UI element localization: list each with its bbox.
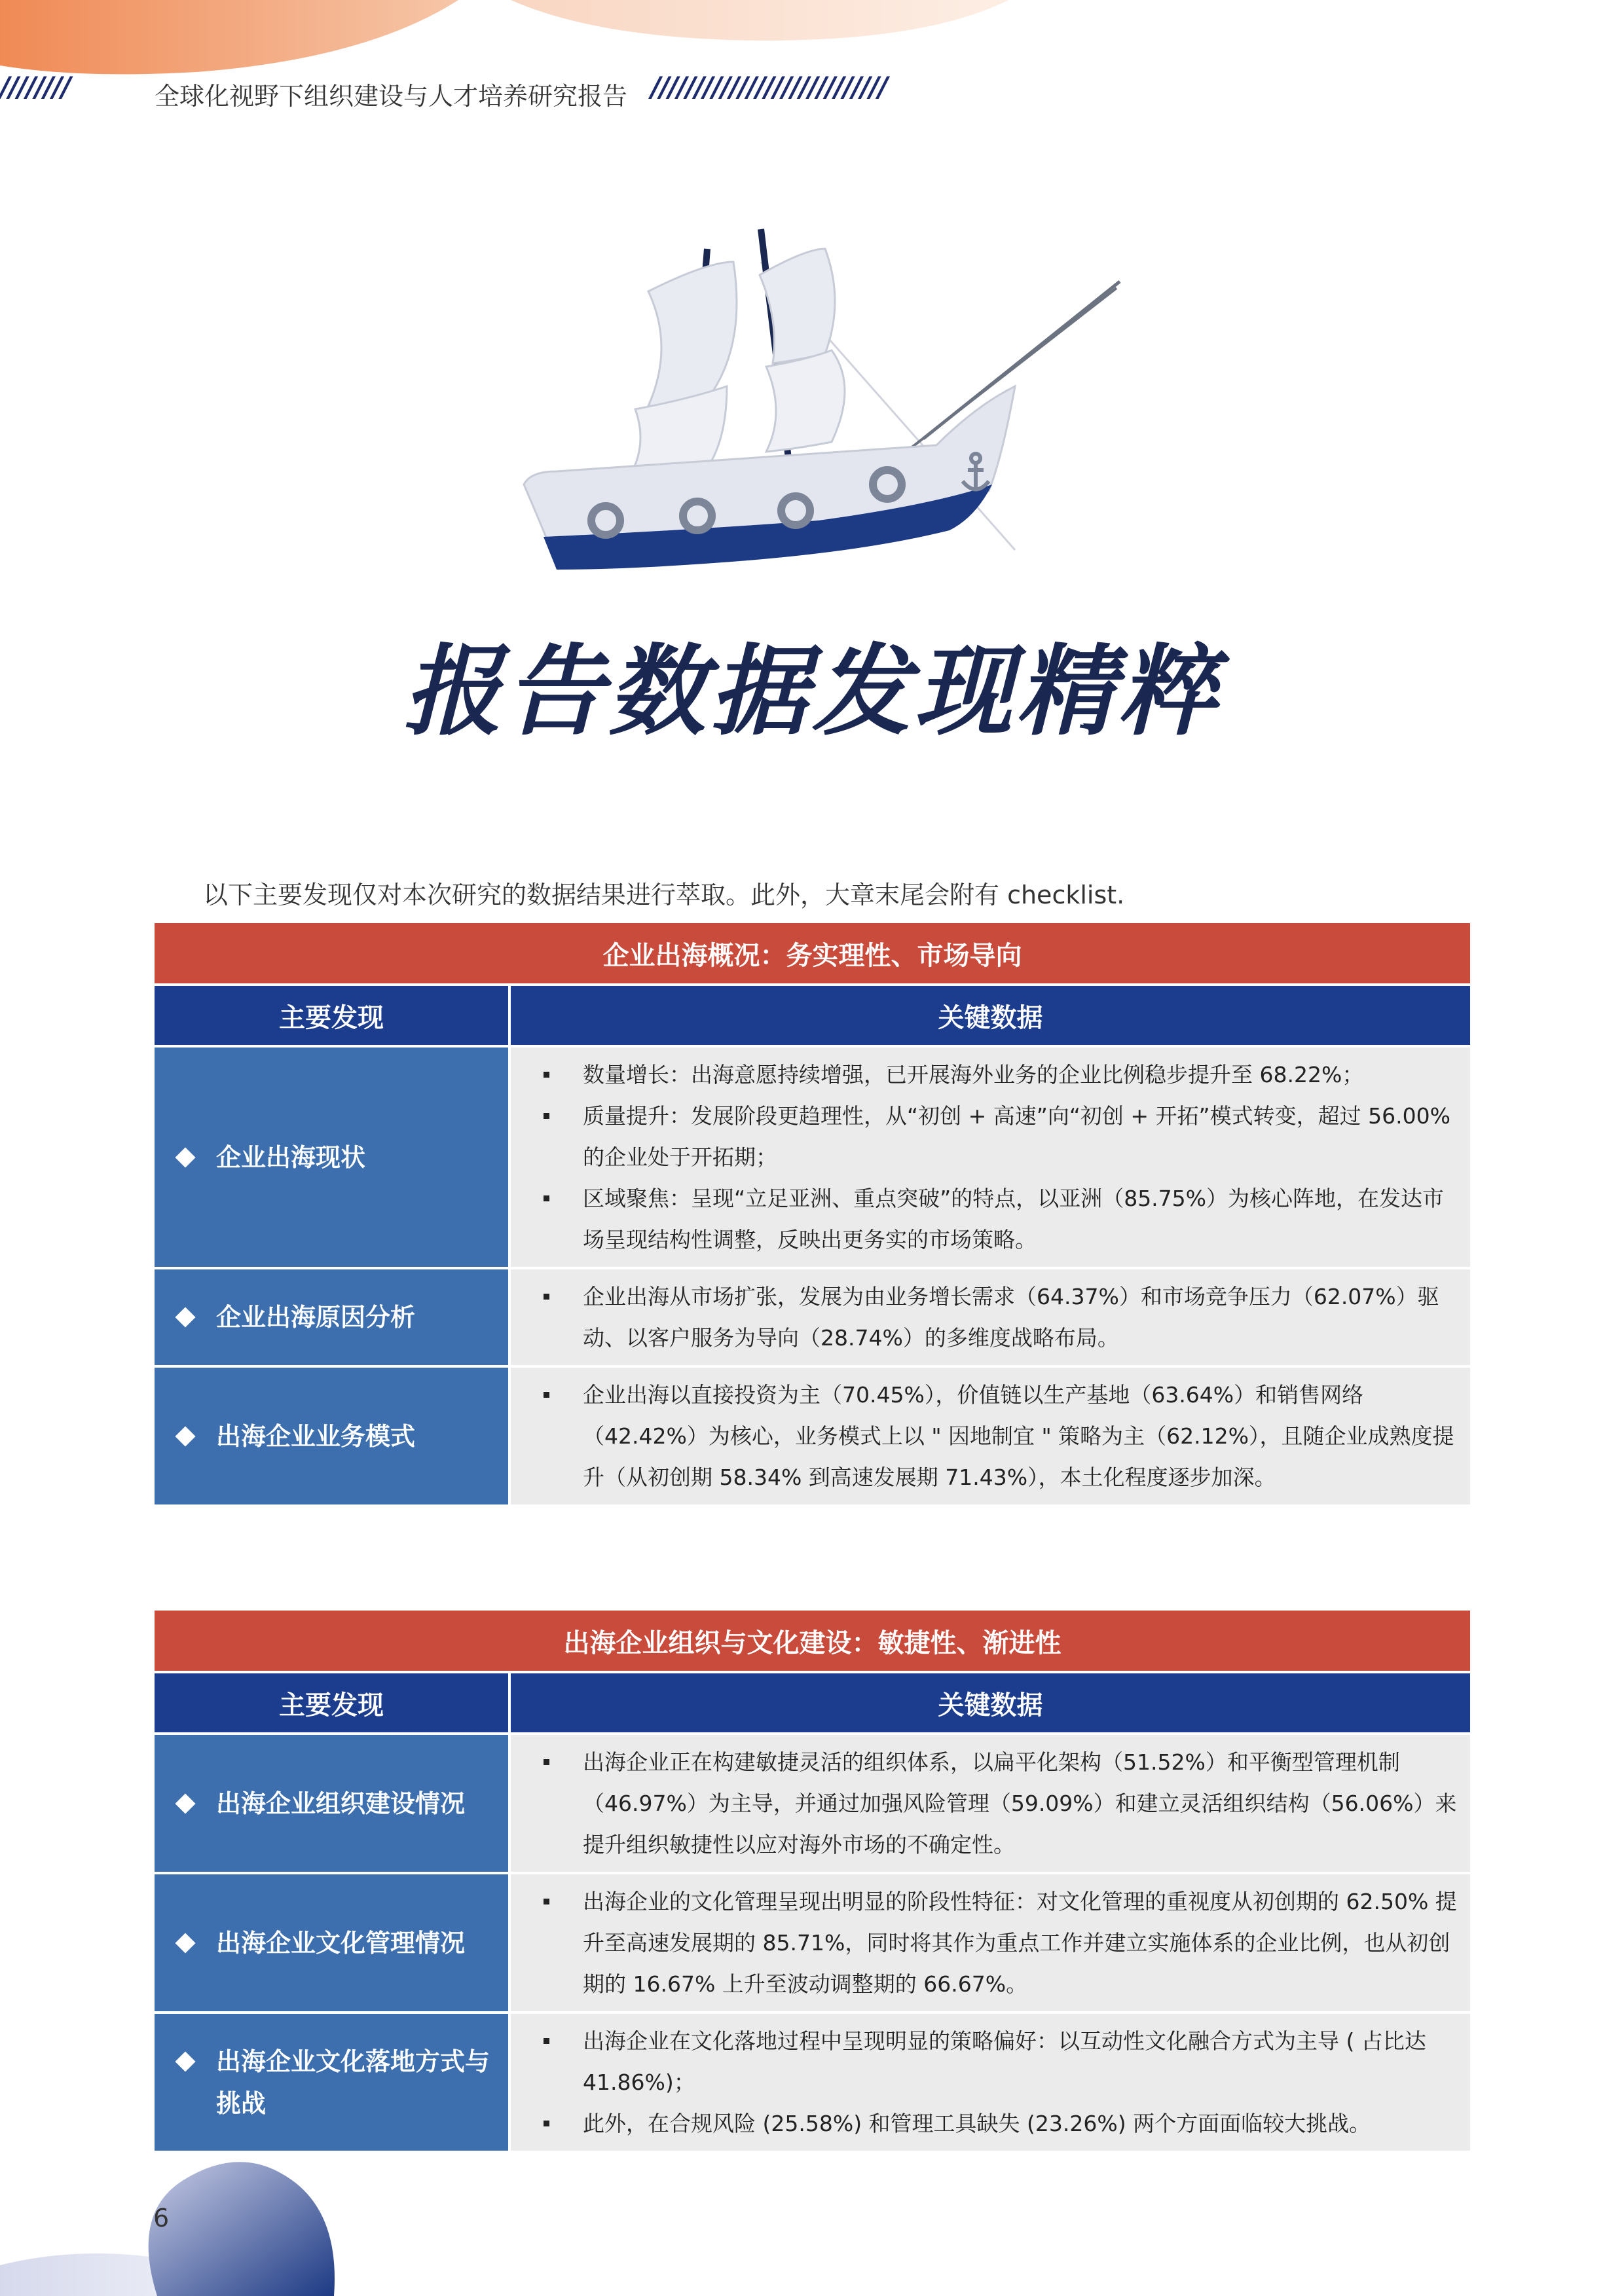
finding-label: 出海企业文化管理情况 [216,1928,466,1958]
diamond-bullet-icon [175,1147,195,1167]
finding-cell [155,1366,509,1504]
data-cell [509,1734,1470,1873]
table-row [155,1734,1470,1873]
data-bullet: 出海企业在文化落地过程中呈现明显的策略偏好：以互动性文化融合方式为主导 ( 占比达 41.86%)； [583,2020,1458,2103]
column-header-finding: 主要发现 [155,1672,509,1734]
findings-table-overview [155,923,1470,1504]
running-header [0,71,1624,117]
ship-sail-front-lower [766,350,845,452]
data-bullet: 出海企业正在构建敏捷灵活的组织体系，以扁平化架构（51.52%）和平衡型管理机制（46.97%）为主导，并通过加强风险管理（59.09%）和建立灵活组织结构（56.06%）来提升组织敏捷性以应对海外市场的不确定性。 [583,1741,1458,1865]
finding-cell [155,1873,509,2013]
column-header-finding: 主要发现 [155,985,509,1046]
data-bullet: 企业出海以直接投资为主（70.45%），价值链以生产基地（63.64%）和销售网络（42.42%）为核心，业务模式上以 " 因地制宜 " 策略为主（62.12%），且随企业成熟度提升（从初创期 58.34% 到高速发展期 71.43%），本土化程度逐步加深。 [583,1374,1458,1498]
data-cell [509,1268,1470,1366]
data-cell [509,1366,1470,1504]
table-row [155,1366,1470,1504]
diamond-bullet-icon [175,1307,195,1327]
column-header-data: 关键数据 [509,1672,1470,1734]
data-cell [509,1873,1470,2013]
diamond-bullet-icon [175,1933,195,1953]
finding-label: 企业出海原因分析 [216,1303,416,1332]
table-row [155,1268,1470,1366]
header-slashes-right: /////////////////////////// [651,71,887,103]
data-bullet: 出海企业的文化管理呈现出明显的阶段性特征：对文化管理的重视度从初创期的 62.50% 提升至高速发展期的 85.71%，同时将其作为重点工作并建立实施体系的企业比例，也从初创期的 16.67% 上升至波动调整期的 66.67%。 [583,1881,1458,2005]
diamond-bullet-icon [175,1793,195,1813]
table-row [155,1046,1470,1268]
ship-rigging [910,288,1116,448]
section-title: 企业出海概况：务实理性、市场导向 [155,923,1470,985]
finding-label: 出海企业文化落地方式与挑战 [216,2047,490,2118]
header-slashes-left: //////// [0,71,70,103]
data-cell [509,2013,1470,2151]
section-title: 出海企业组织与文化建设：敏捷性、渐进性 [155,1611,1470,1672]
data-cell [509,1046,1470,1268]
ship-sail-front-upper [760,249,835,363]
data-bullet: 质量提升：发展阶段更趋理性，从“初创 + 高速”向“初创 + 开拓”模式转变，超过 56.00% 的企业处于开拓期； [583,1095,1458,1178]
data-bullet: 数量增长：出海意愿持续增强，已开展海外业务的企业比例稳步提升至 68.22%； [583,1054,1458,1095]
finding-label: 出海企业组织建设情况 [216,1789,466,1818]
ship-illustration [517,223,1126,576]
main-title: 报告数据发现精粹 [403,634,1221,749]
finding-cell [155,2013,509,2151]
header-title: 全球化视野下组织建设与人才培养研究报告 [155,82,628,111]
data-bullet: 此外，在合规风险 (25.58%) 和管理工具缺失 (23.26%) 两个方面面临较大挑战。 [583,2103,1458,2144]
finding-label: 企业出海现状 [216,1142,366,1172]
findings-table-organization [155,1611,1470,2151]
diamond-bullet-icon [175,1426,195,1446]
table-row [155,1873,1470,2013]
bottom-decoration [0,2134,367,2296]
intro-text: 以下主要发现仅对本次研究的数据结果进行萃取。此外，大章末尾会附有 checklist. [203,881,1125,909]
finding-label: 出海企业业务模式 [216,1421,416,1451]
finding-cell [155,1734,509,1873]
data-bullet: 企业出海从市场扩张，发展为由业务增长需求（64.37%）和市场竞争压力（62.07%）驱动、以客户服务为导向（28.74%）的多维度战略布局。 [583,1276,1458,1358]
table-row [155,2013,1470,2151]
data-bullet: 区域聚焦：呈现“立足亚洲、重点突破”的特点，以亚洲（85.75%）为核心阵地，在发达市场呈现结构性调整，反映出更务实的市场策略。 [583,1178,1458,1260]
page-number: 6 [153,2204,170,2232]
ship-sail-rear-upper [648,262,737,406]
column-header-data: 关键数据 [509,985,1470,1046]
finding-cell [155,1046,509,1268]
finding-cell [155,1268,509,1366]
diamond-bullet-icon [175,2051,195,2071]
